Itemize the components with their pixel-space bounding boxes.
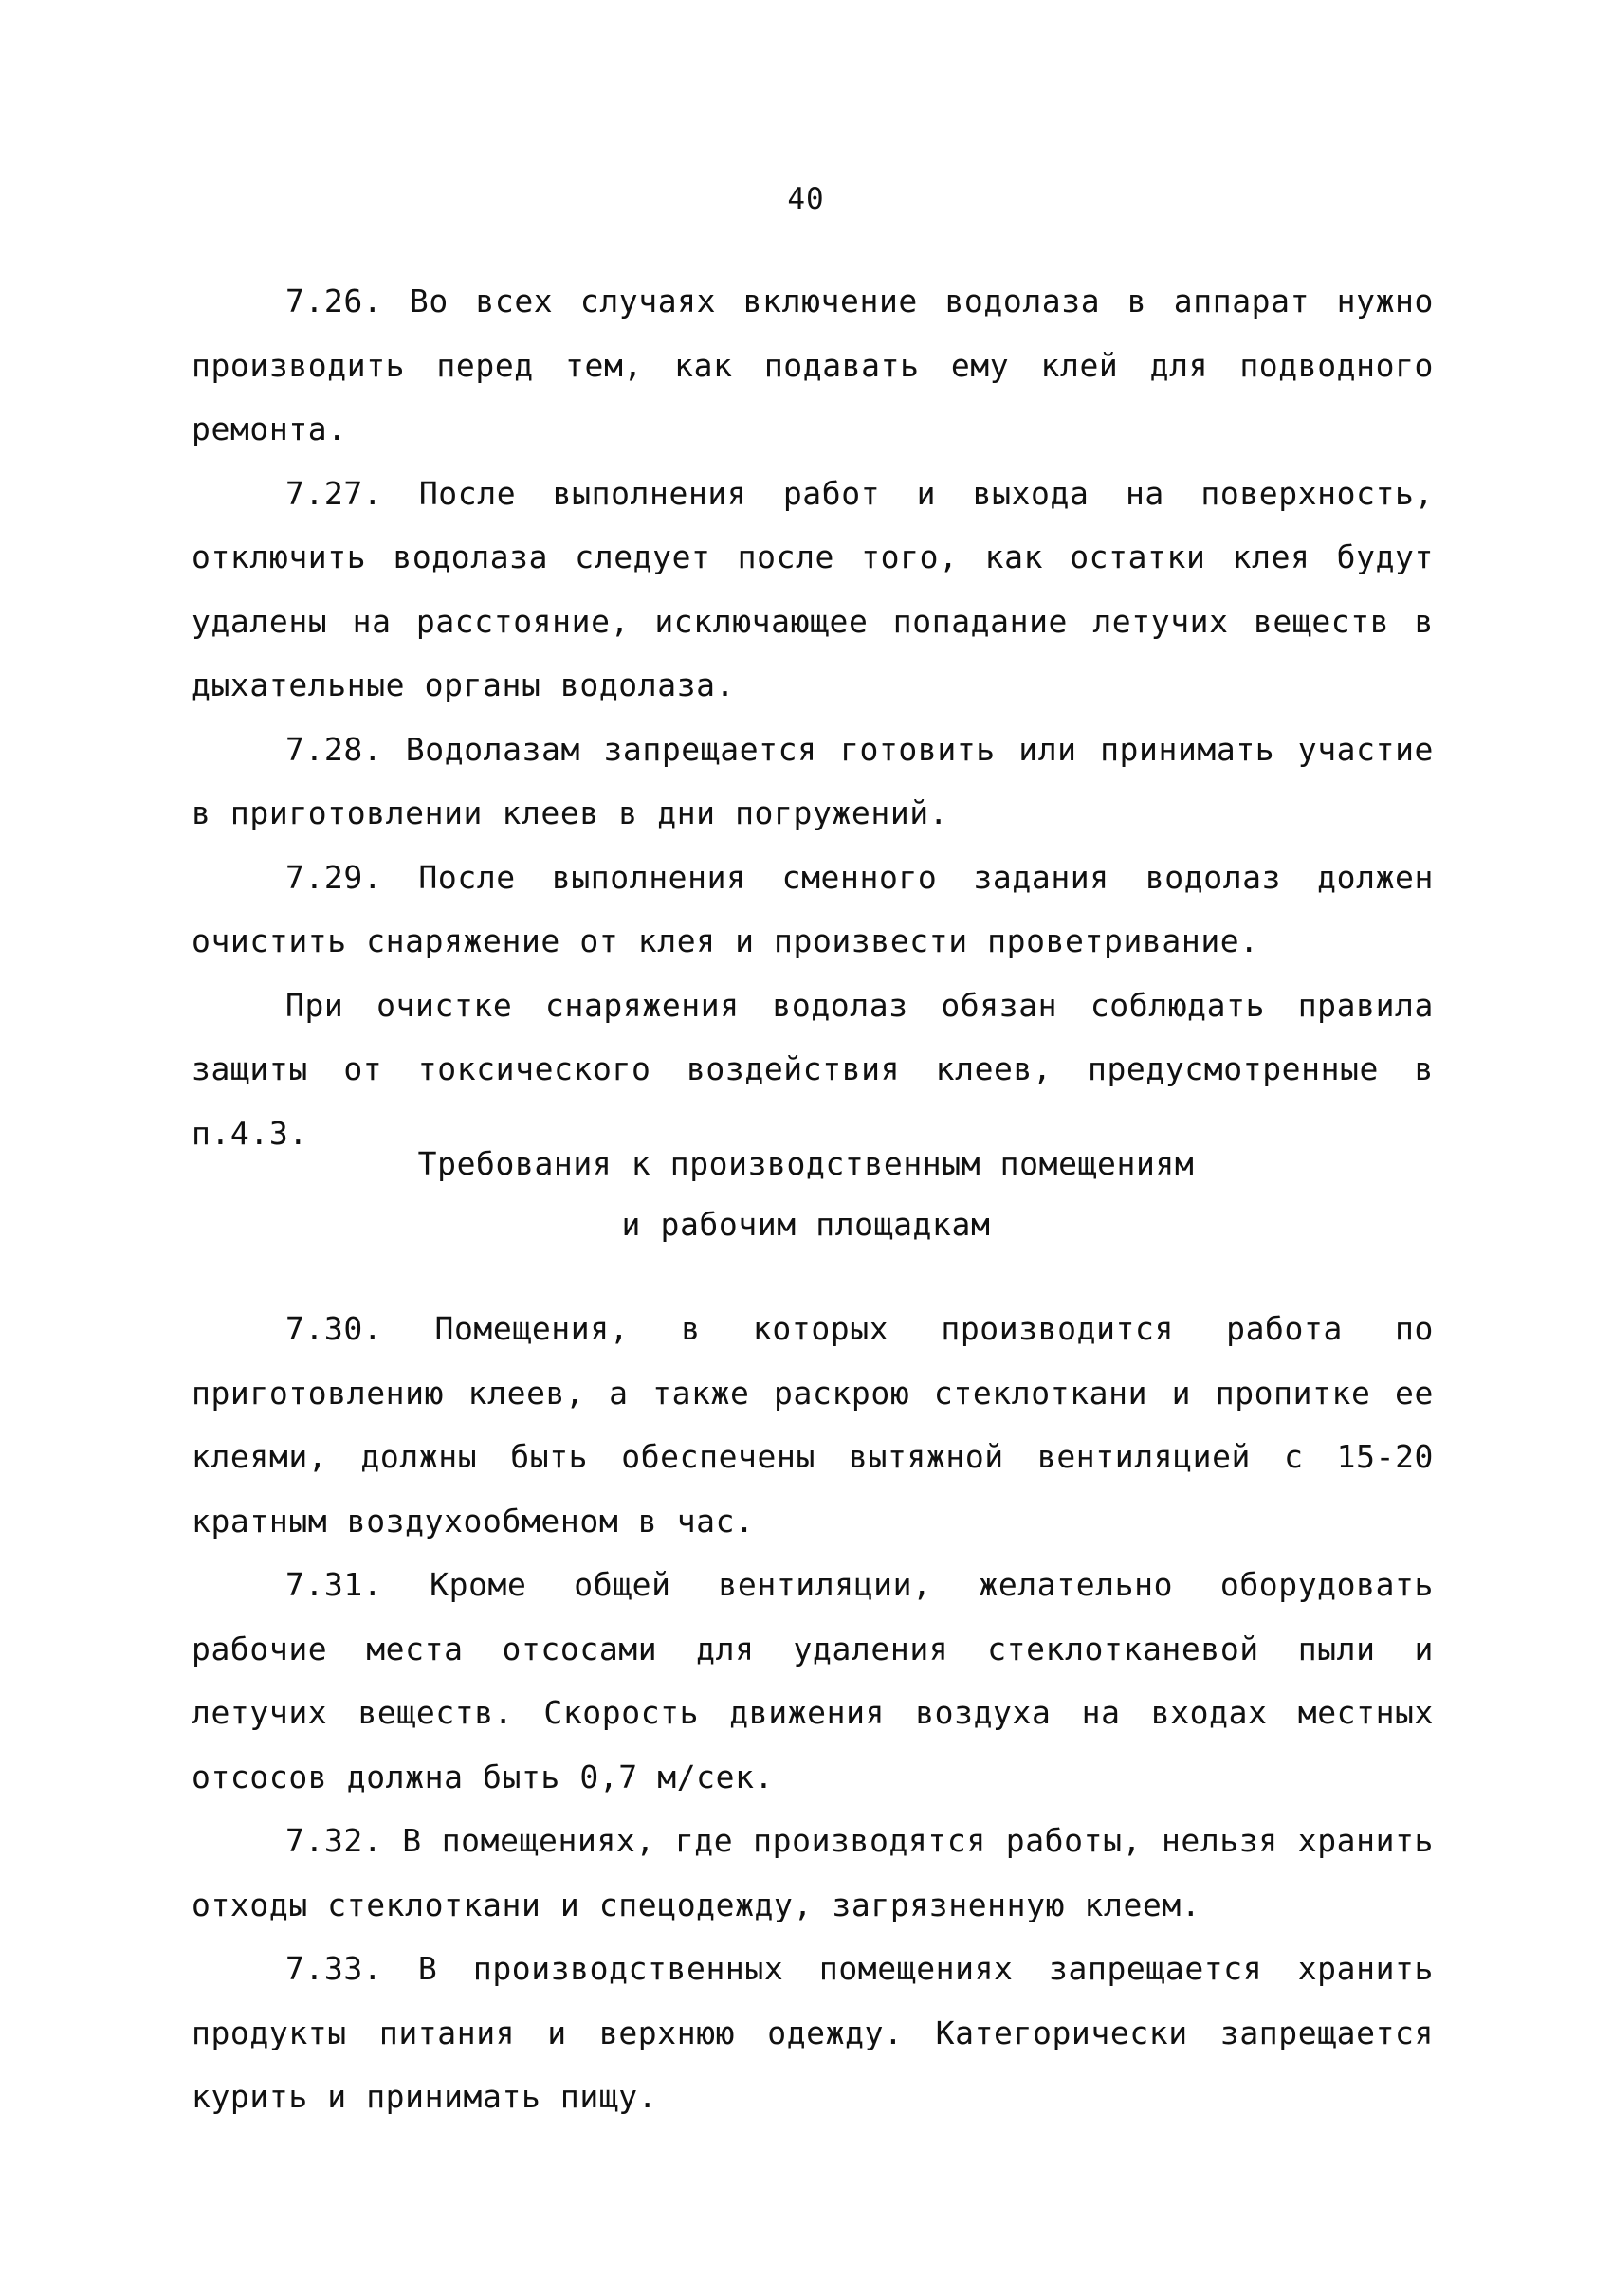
paragraph-7-29: 7.29. После выполнения сменного задания водолаз должен очистить снаряжение от клея и произвести проветривание. [192,858,1434,959]
paragraph-7-31: 7.31. Кроме общей вентиляции, желательно оборудовать рабочие места отсосами для удаления стеклотканевой пыли и летучих веществ. Скорость движения воздуха на входах местных отсосов должна быть 0,7 м/сек. [192,1566,1434,1795]
paragraph-7-27: 7.27. После выполнения работ и выхода на поверхность, отключить водолаза следует после того, как остатки клея будут удалены на расстояние, исключающее попадание летучих веществ в дыхательные органы водолаза. [192,474,1434,703]
paragraph-7-29-cleaning: При очистке снаряжения водолаз обязан соблюдать правила защиты от токсического воздействия клеев, предусмотренные в п.4.3. [192,986,1434,1152]
paragraph-7-33: 7.33. В производственных помещениях запрещается хранить продукты питания и верхнюю одежду. Категорически запрещается курить и принимать пищу. [192,1950,1434,2115]
paragraph-7-28: 7.28. Водолазам запрещается готовить или принимать участие в приготовлении клеев в дни погружений. [192,730,1434,831]
page-number: 40 [787,182,825,216]
paragraphs-bottom [192,1297,1434,2129]
section-heading [0,1134,1612,1255]
paragraph-7-30: 7.30. Помещения, в которых производится работа по приготовлению клеев, а также раскрою стеклоткани и пропитке ее клеями, должны быть обеспечены вытяжной вентиляцией с 15-20 кратным воздухообменом в час. [192,1310,1434,1540]
paragraph-7-26: 7.26. Во всех случаях включение водолаза в аппарат нужно производить перед тем, как подавать ему клей для подводного ремонта. [192,282,1434,447]
section-heading-line-2: и рабочим площадкам [621,1206,991,1243]
section-heading-line-1: Требования к производственным помещениям [417,1145,1195,1182]
paragraph-7-32: 7.32. В помещениях, где производятся работы, нельзя хранить отходы стеклоткани и спецодежду, загрязненную клеем. [192,1822,1434,1923]
paragraphs-top [192,269,1434,1165]
